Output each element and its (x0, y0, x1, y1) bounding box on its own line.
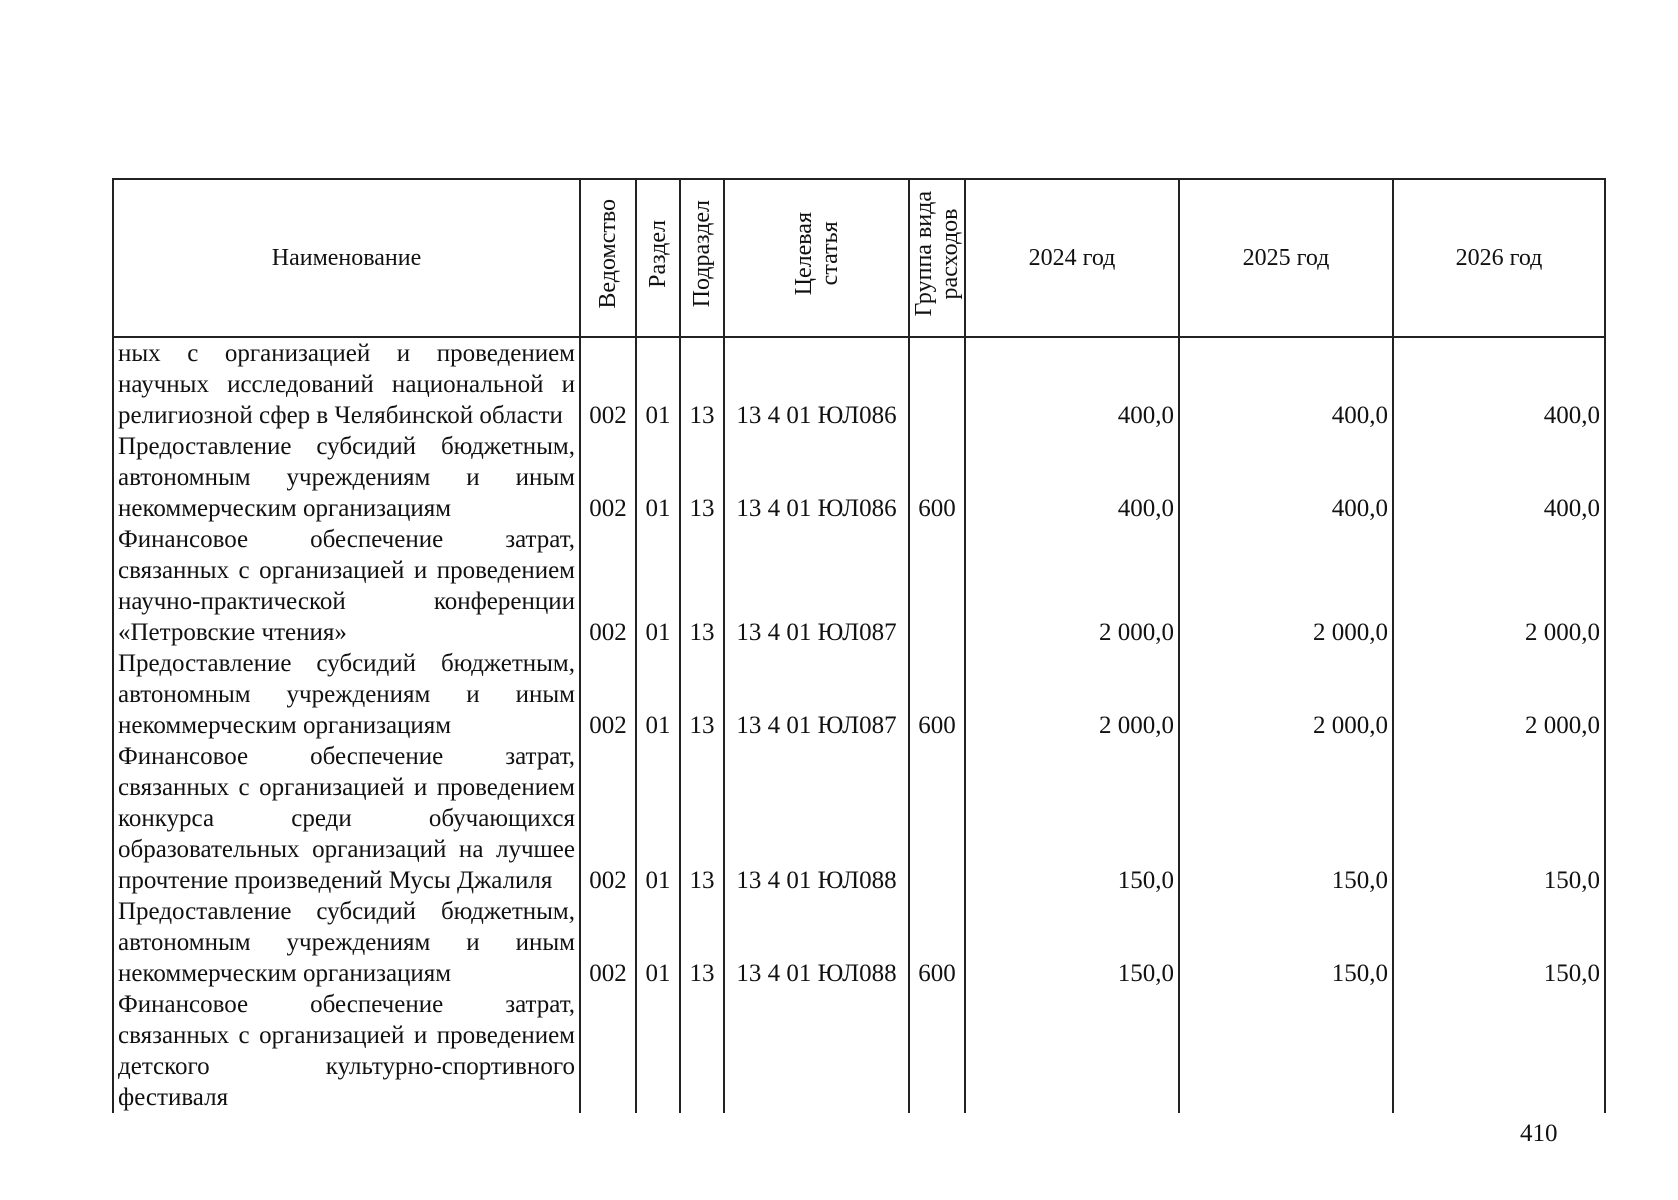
table-header (113, 179, 1605, 337)
header-section: Раздел (636, 179, 680, 337)
row-section: 01 (636, 648, 680, 741)
table-row (113, 989, 1605, 1113)
header-year-2024: 2024 год (965, 179, 1179, 337)
budget-table (112, 178, 1606, 1113)
table-row (113, 741, 1605, 896)
table-row (113, 648, 1605, 741)
row-amount-2025: 150,0 (1179, 741, 1393, 896)
row-department: 002 (580, 896, 636, 989)
header-target-article: Целевая статья (724, 179, 909, 337)
row-section (636, 989, 680, 1113)
row-amount-2024: 400,0 (965, 337, 1179, 431)
row-expense-group: 600 (909, 648, 965, 741)
row-name: ных с организацией и проведением научных исследований национальной и религиозной сфер в Челябинской области (113, 337, 580, 431)
header-year-2025: 2025 год (1179, 179, 1393, 337)
row-amount-2025: 2 000,0 (1179, 524, 1393, 648)
table-body (113, 337, 1605, 1113)
row-amount-2025: 2 000,0 (1179, 648, 1393, 741)
row-amount-2026: 2 000,0 (1393, 524, 1605, 648)
row-name: Финансовое обеспечение затрат, связанных с организацией и проведением конкурса среди обучающихся образовательных организаций на лучшее прочтение произведений Мусы Джалиля (113, 741, 580, 896)
row-amount-2025: 400,0 (1179, 431, 1393, 524)
row-department: 002 (580, 431, 636, 524)
row-expense-group (909, 741, 965, 896)
row-amount-2024: 2 000,0 (965, 524, 1179, 648)
header-expense-group: Группа вида расходов (909, 179, 965, 337)
row-expense-group: 600 (909, 431, 965, 524)
header-name: Наименование (113, 179, 580, 337)
header-department: Ведомство (580, 179, 636, 337)
row-amount-2024: 150,0 (965, 741, 1179, 896)
row-target-article: 13 4 01 ЮЛ088 (724, 896, 909, 989)
row-subsection (680, 989, 724, 1113)
row-name: Финансовое обеспечение затрат, связанных с организацией и проведением научно-практической конференции «Петровские чтения» (113, 524, 580, 648)
row-amount-2026 (1393, 989, 1605, 1113)
row-expense-group (909, 524, 965, 648)
row-target-article: 13 4 01 ЮЛ087 (724, 648, 909, 741)
row-target-article: 13 4 01 ЮЛ086 (724, 337, 909, 431)
row-name: Предоставление субсидий бюджетным, автономным учреждениям и иным некоммерческим организациям (113, 431, 580, 524)
row-expense-group: 600 (909, 896, 965, 989)
row-department: 002 (580, 337, 636, 431)
row-amount-2026: 400,0 (1393, 431, 1605, 524)
row-name: Предоставление субсидий бюджетным, автономным учреждениям и иным некоммерческим организациям (113, 648, 580, 741)
row-subsection: 13 (680, 524, 724, 648)
header-year-2026: 2026 год (1393, 179, 1605, 337)
table-row (113, 896, 1605, 989)
table-row (113, 337, 1605, 431)
row-expense-group (909, 989, 965, 1113)
row-name: Предоставление субсидий бюджетным, автономным учреждениям и иным некоммерческим организациям (113, 896, 580, 989)
row-target-article: 13 4 01 ЮЛ087 (724, 524, 909, 648)
row-section: 01 (636, 896, 680, 989)
row-name: Финансовое обеспечение затрат, связанных с организацией и проведением детского культурно-спортивного фестиваля (113, 989, 580, 1113)
page-number: 410 (1520, 1120, 1558, 1147)
row-subsection: 13 (680, 431, 724, 524)
row-subsection: 13 (680, 648, 724, 741)
row-subsection: 13 (680, 741, 724, 896)
row-target-article: 13 4 01 ЮЛ088 (724, 741, 909, 896)
row-subsection: 13 (680, 337, 724, 431)
header-subsection: Подраздел (680, 179, 724, 337)
table-row (113, 431, 1605, 524)
row-amount-2026: 400,0 (1393, 337, 1605, 431)
row-amount-2025: 150,0 (1179, 896, 1393, 989)
row-amount-2026: 150,0 (1393, 741, 1605, 896)
row-target-article (724, 989, 909, 1113)
row-amount-2024: 400,0 (965, 431, 1179, 524)
row-amount-2025: 400,0 (1179, 337, 1393, 431)
row-section: 01 (636, 741, 680, 896)
row-section: 01 (636, 337, 680, 431)
row-amount-2025 (1179, 989, 1393, 1113)
row-department: 002 (580, 524, 636, 648)
table-row (113, 524, 1605, 648)
row-department (580, 989, 636, 1113)
row-amount-2024: 150,0 (965, 896, 1179, 989)
row-expense-group (909, 337, 965, 431)
row-subsection: 13 (680, 896, 724, 989)
row-amount-2026: 2 000,0 (1393, 648, 1605, 741)
row-amount-2024 (965, 989, 1179, 1113)
row-amount-2024: 2 000,0 (965, 648, 1179, 741)
row-section: 01 (636, 524, 680, 648)
row-amount-2026: 150,0 (1393, 896, 1605, 989)
row-department: 002 (580, 741, 636, 896)
row-section: 01 (636, 431, 680, 524)
row-department: 002 (580, 648, 636, 741)
row-target-article: 13 4 01 ЮЛ086 (724, 431, 909, 524)
